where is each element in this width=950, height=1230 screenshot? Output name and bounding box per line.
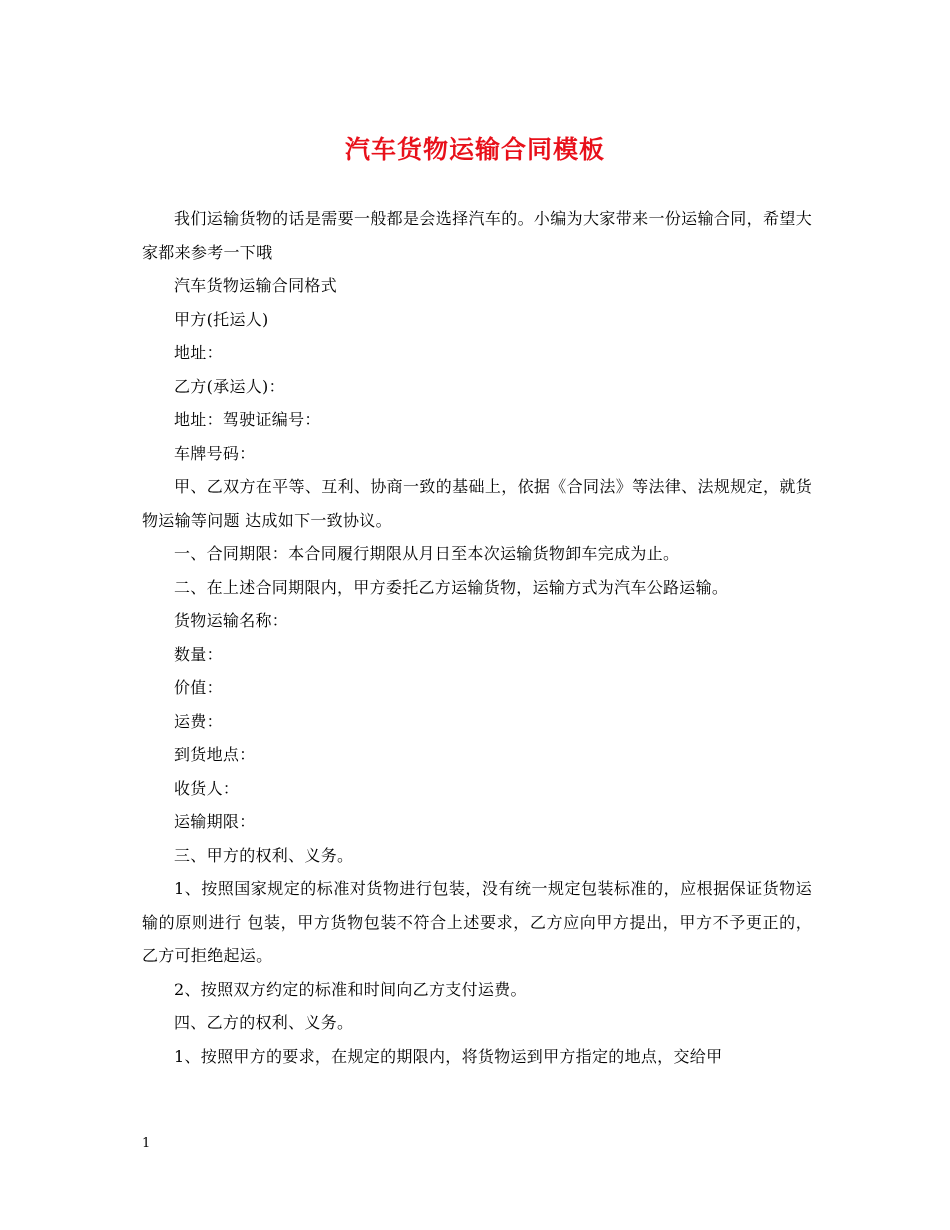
paragraph: 1、按照国家规定的标准对货物进行包装，没有统一规定包装标准的，应根据保证货物运输的原则进行 包装，甲方货物包装不符合上述要求，乙方应向甲方提出，甲方不予更正的，乙方可拒绝起运。 (142, 879, 812, 965)
document-body (142, 202, 812, 1073)
page-number: 1 (142, 1136, 151, 1151)
paragraph: 价值： (174, 678, 223, 697)
paragraph: 乙方(承运人)： (174, 376, 285, 396)
document-title: 汽车货物运输合同模板 (344, 135, 605, 164)
paragraph: 数量： (174, 644, 223, 664)
paragraph: 收货人： (174, 778, 240, 798)
paragraph: 二、在上述合同期限内，甲方委托乙方运输货物，运输方式为汽车公路运输。 (174, 577, 729, 597)
paragraph: 车牌号码： (174, 443, 256, 463)
paragraph: 汽车货物运输合同格式 (174, 276, 338, 295)
paragraph: 运输期限： (174, 812, 256, 831)
paragraph: 地址：驾驶证编号： (174, 410, 321, 429)
paragraph: 地址： (174, 343, 223, 362)
paragraph: 一、合同期限：本合同履行期限从月日至本次运输货物卸车完成为止。 (174, 544, 680, 563)
paragraph: 2、按照双方约定的标准和时间向乙方支付运费。 (174, 979, 527, 999)
paragraph: 到货地点： (174, 745, 256, 764)
paragraph: 四、乙方的权利、义务。 (174, 1013, 354, 1032)
paragraph: 甲方(托运人) (174, 309, 269, 329)
paragraph: 我们运输货物的话是需要一般都是会选择汽车的。小编为大家带来一份运输合同，希望大家都来参考一下哦 (142, 209, 812, 262)
paragraph: 运费： (174, 711, 223, 731)
paragraph: 三、甲方的权利、义务。 (174, 845, 354, 865)
paragraph: 1、按照甲方的要求，在规定的期限内，将货物运到甲方指定的地点，交给甲 (174, 1046, 723, 1066)
paragraph: 甲、乙双方在平等、互利、协商一致的基础上，依据《合同法》等法律、法规规定，就货物运输等问题 达成如下一致协议。 (142, 477, 812, 530)
paragraph: 货物运输名称： (174, 611, 289, 630)
